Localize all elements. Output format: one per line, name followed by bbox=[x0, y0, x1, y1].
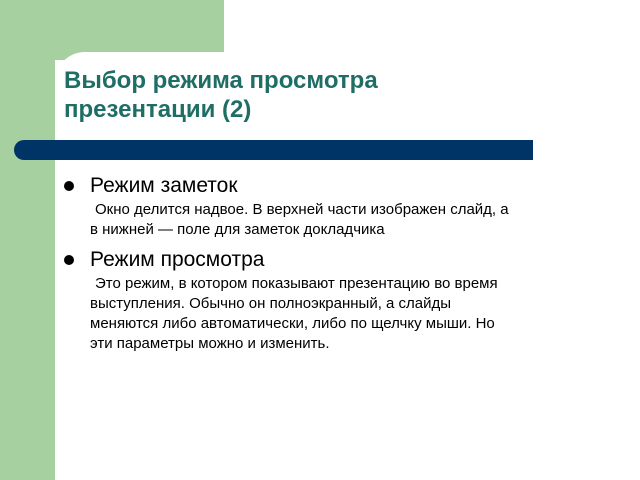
title-divider-bar bbox=[14, 140, 533, 160]
bullet-description bbox=[90, 200, 592, 240]
header-corner-stripe bbox=[0, 0, 224, 60]
bullet-heading: Режим заметок bbox=[90, 174, 238, 197]
bullet-heading: Режим просмотра bbox=[90, 248, 265, 271]
description-line: эти параметры можно и изменить. bbox=[90, 335, 330, 352]
description-line: Окно делится надвое. В верхней части изображен слайд, а bbox=[95, 201, 509, 218]
bullet-item-view-mode bbox=[62, 246, 592, 354]
description-line: Это режим, в котором показывают презентацию во время bbox=[95, 275, 498, 292]
sidebar-stripe bbox=[0, 0, 55, 480]
slide-title bbox=[64, 66, 544, 124]
bullet-dot-icon bbox=[64, 181, 74, 191]
bullet-dot-icon bbox=[64, 255, 74, 265]
slide-title-line-1: Выбор режима просмотра bbox=[64, 67, 378, 94]
description-line: в нижней — поле для заметок докладчика bbox=[90, 221, 385, 238]
slide-title-line-2: презентации (2) bbox=[64, 96, 252, 123]
description-line: выступления. Обычно он полноэкранный, а слайды bbox=[90, 295, 452, 312]
bullet-description bbox=[90, 274, 592, 354]
description-line: меняются либо автоматически, либо по щелчку мыши. Но bbox=[90, 315, 495, 332]
bullet-list bbox=[62, 172, 592, 360]
bullet-item-notes-mode bbox=[62, 172, 592, 240]
